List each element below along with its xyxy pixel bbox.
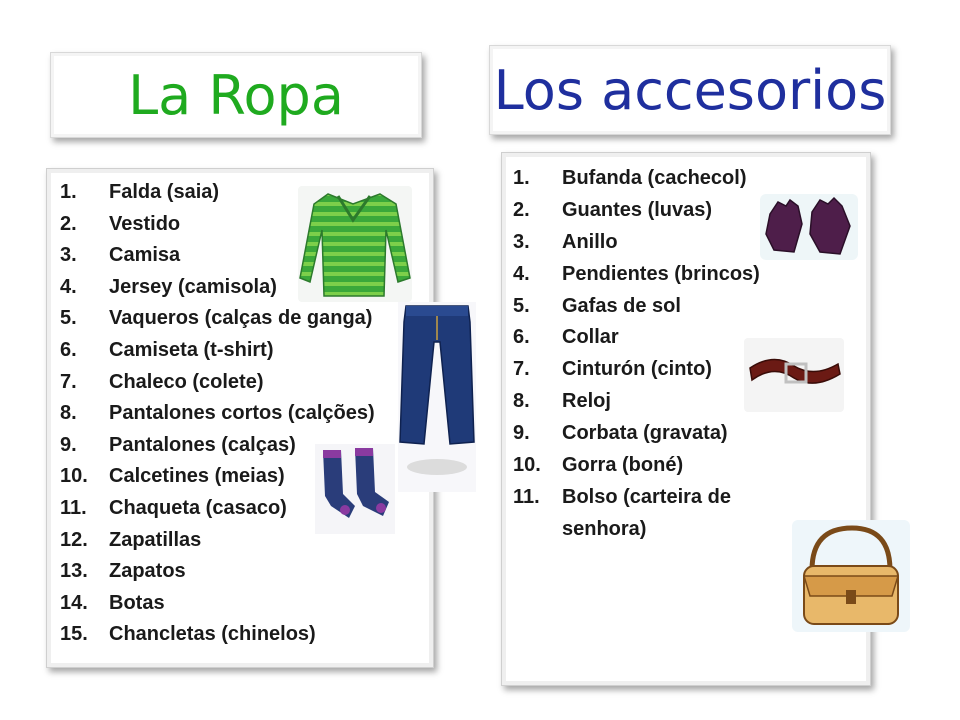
list-item: 1. Falda (saia): [60, 181, 220, 203]
list-item: 12. Zapatillas: [60, 528, 202, 551]
list-item: 13. Zapatos: [60, 560, 186, 583]
list-item: 4. Pendientes (brincos): [513, 262, 760, 285]
list-item: 8. Reloj: [513, 390, 611, 413]
list-item: 11. Chaqueta (casaco): [60, 496, 287, 519]
list-item: 1. Bufanda (cachecol): [513, 167, 747, 189]
clothes-title-box: [50, 52, 422, 138]
list-item: 7. Cinturón (cinto): [513, 358, 712, 381]
list-item: 9. Pantalones (calças): [60, 433, 296, 456]
list-item: 4. Jersey (camisola): [60, 275, 277, 298]
list-item: 8. Pantalones cortos (calções): [60, 402, 375, 425]
handbag-icon: [792, 520, 910, 632]
list-item: 9. Corbata (gravata): [513, 422, 728, 445]
list-item: 3. Anillo: [513, 230, 618, 253]
sweater-icon: [298, 186, 412, 302]
list-item: 2. Guantes (luvas): [513, 198, 713, 221]
jeans-icon: [398, 302, 476, 492]
list-item: 14. Botas: [60, 591, 165, 614]
list-item: 7. Chaleco (colete): [60, 370, 264, 393]
list-item: 2. Vestido: [60, 212, 181, 235]
list-item: 15. Chancletas (chinelos): [60, 623, 316, 646]
list-item: senhora): [562, 517, 647, 540]
clothes-title: La Ropa: [128, 63, 344, 127]
list-item: 5. Vaqueros (calças de ganga): [60, 307, 373, 330]
socks-icon: [315, 444, 395, 534]
accessories-title: Los accesorios: [493, 58, 887, 122]
list-item: 11. Bolso (carteira de: [513, 485, 731, 508]
gloves-icon: [760, 194, 858, 260]
belt-icon: [744, 338, 844, 412]
list-item: 10. Calcetines (meias): [60, 465, 285, 488]
accessories-title-box: [489, 45, 891, 135]
list-item: 10. Gorra (boné): [513, 454, 684, 477]
list-item: 5. Gafas de sol: [513, 294, 681, 317]
list-item: 6. Camiseta (t-shirt): [60, 338, 274, 361]
list-item: 3. Camisa: [60, 244, 181, 267]
list-item: 6. Collar: [513, 326, 619, 349]
